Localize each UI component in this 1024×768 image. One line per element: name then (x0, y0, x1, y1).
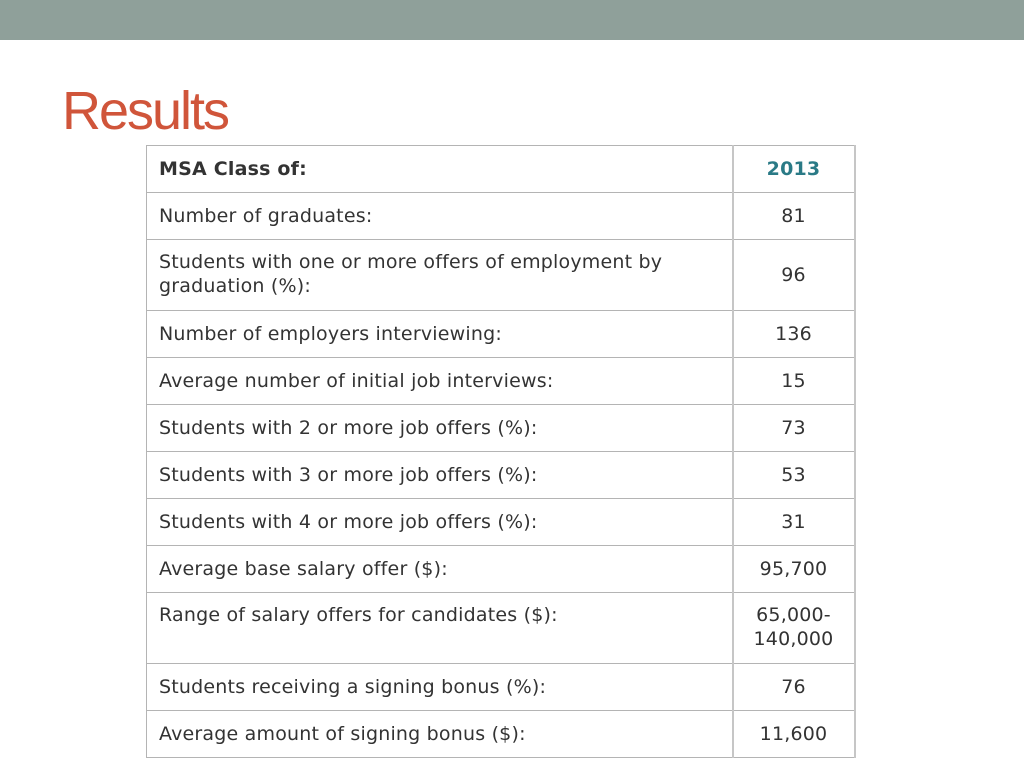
table-row (147, 664, 855, 711)
row-label: Average number of initial job interviews: (147, 358, 733, 405)
row-label: Students with one or more offers of employment by graduation (%): (147, 240, 733, 311)
table-row (147, 358, 855, 405)
table-row (147, 452, 855, 499)
row-label: Range of salary offers for candidates ($): (147, 593, 733, 664)
row-value: 73 (733, 405, 855, 452)
table-row (147, 593, 855, 664)
row-label: Average base salary offer ($): (147, 546, 733, 593)
header-year: 2013 (733, 146, 855, 193)
row-value: 31 (733, 499, 855, 546)
row-value: 76 (733, 664, 855, 711)
table-row (147, 240, 855, 311)
row-label: Average amount of signing bonus ($): (147, 711, 733, 758)
table-row (147, 499, 855, 546)
slide-title: Results (62, 81, 229, 141)
row-value: 95,700 (733, 546, 855, 593)
top-decorative-band (0, 0, 1024, 40)
row-label: Students receiving a signing bonus (%): (147, 664, 733, 711)
table-row (147, 405, 855, 452)
row-label: Number of graduates: (147, 193, 733, 240)
row-label: Students with 3 or more job offers (%): (147, 452, 733, 499)
table-row (147, 193, 855, 240)
row-value: 53 (733, 452, 855, 499)
row-label: Students with 4 or more job offers (%): (147, 499, 733, 546)
row-label: Number of employers interviewing: (147, 311, 733, 358)
header-label: MSA Class of: (147, 146, 733, 193)
table-row (147, 546, 855, 593)
table-row (147, 311, 855, 358)
row-value: 15 (733, 358, 855, 405)
table-header-row (147, 146, 855, 193)
row-value: 11,600 (733, 711, 855, 758)
row-value: 65,000-140,000 (733, 593, 855, 664)
table-row (147, 711, 855, 758)
row-value: 136 (733, 311, 855, 358)
row-label: Students with 2 or more job offers (%): (147, 405, 733, 452)
results-table (146, 145, 856, 758)
row-value: 81 (733, 193, 855, 240)
row-value: 96 (733, 240, 855, 311)
